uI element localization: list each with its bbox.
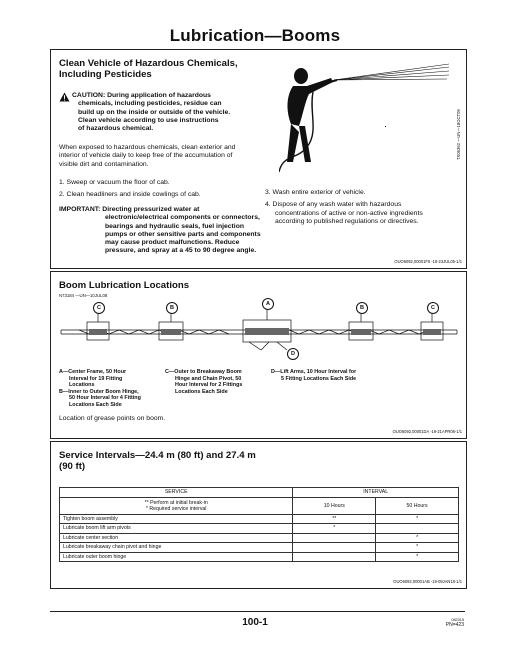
steps-right [265, 189, 423, 226]
section-boom-lubrication [50, 271, 467, 439]
step-item: concentrations of active or non-active ingredients [275, 209, 423, 217]
important-line: bearings and hydraulic seals, fuel injection [105, 222, 244, 230]
legend-col1 [59, 369, 141, 409]
caution-line: of hazardous chemical. [78, 125, 154, 133]
legend-line: A—Center Frame, 50 Hour [59, 369, 127, 375]
legend-cell [60, 497, 293, 514]
caution-line: CAUTION: During application of hazardous [72, 92, 211, 99]
section3-title [59, 450, 256, 472]
legend-line: Interval for 19 Fitting [69, 375, 123, 382]
intro-line: visible dirt and contamination. [59, 160, 149, 168]
row-service: Tighten boom assembly [60, 514, 293, 524]
legend-col3 [271, 369, 356, 382]
page-title: Lubrication—Booms [169, 26, 341, 45]
warning-icon [59, 92, 70, 102]
row-service: Lubricate center section [60, 533, 293, 543]
row-service: Lubricate breakaway chain pivot and hinge [60, 543, 293, 553]
table-row [60, 533, 459, 543]
header-10-hours: 10 Hours [293, 497, 376, 514]
step-item: 1. Sweep or vacuum the floor of cab. [59, 179, 170, 186]
callout-b-right: B [356, 302, 368, 314]
legend-line: D—Lift Arms, 10 Hour Interval for [271, 369, 357, 375]
row-10h [293, 533, 376, 543]
page-number: 100-1 [242, 617, 268, 628]
row-50h: * [376, 533, 459, 543]
section3-title-line1: Service Intervals—24.4 m (80 ft) and 27.4 m [59, 450, 256, 461]
legend-line: Locations Each Side [69, 401, 122, 408]
legend-line: Hinge and Chain Pivot, 50 [175, 375, 242, 382]
figure-id-tx06362: TX06362 —UN—18OCT09 [456, 109, 461, 160]
row-50h [376, 524, 459, 534]
step-item: according to published regulations or directives. [275, 217, 419, 225]
callout-a-center: A [262, 298, 274, 310]
pn-small: 082315 [451, 618, 464, 622]
intro-line: When exposed to hazardous chemicals, clean exterior and [59, 144, 236, 151]
section1-title [59, 58, 238, 80]
steps-left [59, 179, 201, 200]
caution-text [72, 92, 230, 133]
section-service-intervals [50, 441, 467, 589]
pn-marker [430, 618, 464, 628]
footer-divider [50, 611, 465, 612]
section3-reference: OUO6092,00001AB -19-09JAN18-1/1 [393, 579, 462, 584]
table-row [60, 514, 459, 524]
row-10h: * [293, 524, 376, 534]
row-10h: ** [293, 514, 376, 524]
important-line: pumps or other sensitive parts and components [105, 230, 261, 238]
service-interval-table [59, 487, 459, 562]
row-10h [293, 543, 376, 553]
header-service: SERVICE [60, 488, 293, 498]
row-service: Lubricate outer boom hinge [60, 552, 293, 562]
boom-diagram [59, 300, 459, 366]
important-line: IMPORTANT: Directing pressurized water at [59, 206, 200, 213]
figure-caption: Location of grease points on boom. [59, 415, 166, 422]
figure-id-n73184: N73184 —UN—10JUL08 [59, 293, 108, 298]
legend-line: Locations Each Side [175, 388, 228, 395]
step-item: 4. Dispose of any wash water with hazardous [265, 201, 402, 209]
header-interval: INTERVAL [293, 488, 459, 498]
table-row [60, 543, 459, 553]
section2-title: Boom Lubrication Locations [59, 280, 190, 291]
important-line: pressure, and spray at a 45 to 90 degree angle. [105, 247, 257, 255]
intro-text [59, 144, 235, 169]
row-50h: * [376, 514, 459, 524]
important-note [59, 206, 261, 256]
callout-d: D [287, 348, 299, 360]
section-clean-vehicle [50, 49, 467, 269]
callout-b-left: B [166, 302, 178, 314]
step-item: 2. Clean headliners and inside cowlings of cab. [59, 191, 201, 199]
table-row [60, 524, 459, 534]
section3-title-line2: (90 ft) [59, 461, 86, 472]
legend-line: Hour Interval for 2 Fittings [175, 382, 243, 389]
section1-title-line1: Clean Vehicle of Hazardous Chemicals, [59, 58, 238, 69]
table-header-row [60, 488, 459, 498]
section2-reference: OUO6092,00001DA -19-21APR08-1/1 [392, 429, 462, 434]
header-50-hours: 50 Hours [376, 497, 459, 514]
section1-title-line2: Including Pesticides [59, 69, 152, 80]
legend-line: 5 Fitting Locations Each Side [281, 375, 357, 382]
legend-line: C—Outer to Breakaway Boom [165, 369, 242, 375]
caution-line: chemicals, including pesticides, residue can [78, 100, 222, 108]
section1-reference: OUO6092,00001F5 -19-23JUL05-1/1 [394, 259, 462, 264]
important-line: may cause product malfunctions. Reduce [105, 239, 240, 247]
table-row [60, 552, 459, 562]
legend-line: Locations [69, 382, 95, 389]
legend-break-in: ** Perform at initial break-in [144, 499, 208, 506]
callout-c-left: C [93, 302, 105, 314]
pressure-washer-illustration [279, 62, 454, 177]
legend-line: 50 Hour Interval for 4 Fitting [69, 395, 141, 402]
row-50h: * [376, 552, 459, 562]
legend-line: B—Inner to Outer Boom Hinge, [59, 388, 139, 395]
callout-c-right: C [427, 302, 439, 314]
table-legend-row [60, 497, 459, 514]
step-item: 3. Wash entire exterior of vehicle. [265, 189, 366, 196]
row-10h [293, 552, 376, 562]
legend-required: * Required service interval [145, 505, 207, 512]
row-service: Lubricate boom lift arm pivots [60, 524, 293, 534]
caution-line: Clean vehicle according to use instructions [78, 116, 219, 124]
row-50h: * [376, 543, 459, 553]
legend-col2 [165, 369, 242, 395]
intro-line: interior of vehicle daily to keep free of the accumulation of [59, 152, 233, 160]
pn-value: PN=423 [445, 622, 464, 628]
important-line: electronic/electrical components or connectors, [105, 214, 260, 222]
caution-line: build up on the inside or outside of the vehicle. [78, 108, 231, 116]
